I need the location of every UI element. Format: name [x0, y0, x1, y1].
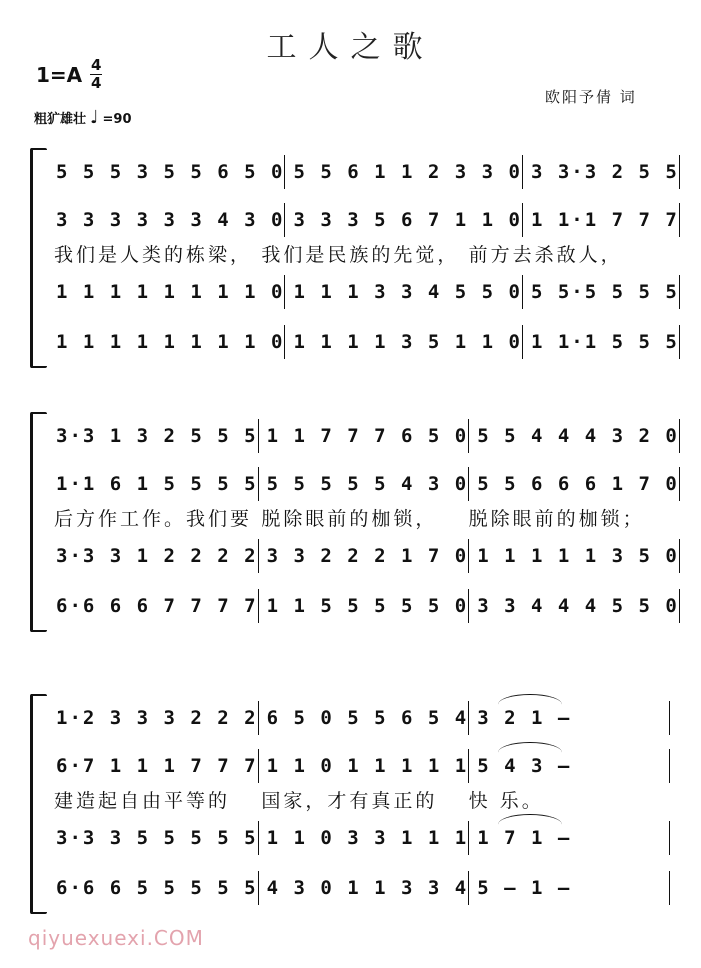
time-bottom: 4	[90, 74, 102, 92]
measure: 1 1 1 3 3 4 5 5 0	[284, 275, 521, 309]
lyric-segment: 后方作工作。我们要	[54, 507, 253, 530]
measure: 5 5 6 6 6 1 7 0	[468, 467, 680, 501]
measure: 5 5·5 5 5 5	[522, 275, 680, 309]
lyric-segment: 快 乐。	[468, 789, 544, 812]
tempo-value: =90	[102, 112, 132, 127]
lyric-line	[48, 240, 670, 266]
system-brace	[30, 694, 47, 914]
measure: 1 1 1 1 3 5 1 1 0	[284, 325, 521, 359]
part-row	[48, 542, 679, 570]
measure: 3 2 1 —	[468, 701, 670, 735]
lyric-line	[48, 786, 670, 812]
measure: 1·1 6 1 5 5 5 5	[56, 473, 258, 495]
measure: 1 7 1 —	[468, 821, 670, 855]
part-row	[48, 328, 679, 356]
key-prefix: 1=A	[36, 62, 83, 87]
measure: 1 1 1 1 1 3 5 0	[468, 539, 680, 573]
lyric-segment: 脱除眼前的枷锁，	[261, 507, 438, 530]
measure: 5 — 1 —	[468, 871, 670, 905]
measure: 1 1 0 1 1 1 1 1	[258, 749, 469, 783]
time-top: 4	[90, 56, 102, 74]
measure: 1 1 1 1 1 1 1 1 0	[56, 331, 285, 353]
measure: 5 5 6 1 1 2 3 3 0	[284, 155, 521, 189]
measure: 3 3 2 2 2 1 7 0	[258, 539, 469, 573]
tempo-marking	[34, 107, 132, 128]
measure: 3 3 3 3 3 3 4 3 0	[56, 209, 285, 231]
lyric-segment: 前方去杀敌人，	[468, 243, 623, 266]
part-row	[48, 874, 670, 902]
lyric-segment: 我们是民族的先觉，	[261, 243, 460, 266]
measure: 1 1 7 7 7 6 5 0	[258, 419, 469, 453]
time-signature	[90, 58, 102, 91]
measure: 1 1 5 5 5 5 5 0	[258, 589, 469, 623]
measure: 3·3 3 5 5 5 5 5	[56, 827, 258, 849]
part-row	[48, 470, 679, 498]
part-row	[48, 752, 670, 780]
song-title: 工人之歌	[266, 30, 435, 65]
score-system-3	[30, 694, 670, 914]
measure: 6·6 6 6 7 7 7 7	[56, 595, 258, 617]
measure: 4 3 0 1 1 3 3 4	[258, 871, 469, 905]
lyric-segment: 脱除眼前的枷锁；	[468, 507, 645, 530]
lyric-segment: 国家，才有真正的	[261, 789, 438, 812]
lyricist-credit: 欧阳予倩 词	[545, 88, 637, 106]
quarter-note-icon: ♩	[90, 107, 99, 128]
part-row	[48, 422, 679, 450]
part-row	[48, 158, 679, 186]
part-row	[48, 704, 670, 732]
measure: 3 3 3 5 6 7 1 1 0	[284, 203, 521, 237]
measure: 3·3 3 1 2 2 2 2	[56, 545, 258, 567]
part-row	[48, 278, 679, 306]
measure: 3·3 1 3 2 5 5 5	[56, 425, 258, 447]
measure: 1 1 0 3 3 1 1 1	[258, 821, 469, 855]
part-row	[48, 206, 679, 234]
score-system-1	[30, 148, 679, 368]
measure: 1 1·1 7 7 7	[522, 203, 680, 237]
tempo-text: 粗犷雄壮	[34, 112, 87, 127]
measure: 5 5 5 3 5 5 6 5 0	[56, 161, 285, 183]
measure: 1·2 3 3 3 2 2 2	[56, 707, 258, 729]
measure: 5 5 4 4 4 3 2 0	[468, 419, 680, 453]
part-row	[48, 824, 670, 852]
measure: 6·6 6 5 5 5 5 5	[56, 877, 258, 899]
part-row	[48, 592, 679, 620]
system-brace	[30, 412, 47, 632]
measure: 3 3·3 2 5 5	[522, 155, 680, 189]
measure: 1 1·1 5 5 5	[522, 325, 680, 359]
key-signature	[36, 58, 102, 91]
lyric-segment: 建造起自由平等的	[54, 789, 231, 812]
system-brace	[30, 148, 47, 368]
watermark: qiyuexuexi.COM	[28, 926, 204, 950]
measure: 5 4 3 —	[468, 749, 670, 783]
lyric-line	[48, 504, 670, 530]
score-system-2	[30, 412, 679, 632]
measure: 1 1 1 1 1 1 1 1 0	[56, 281, 285, 303]
measure: 6·7 1 1 1 7 7 7	[56, 755, 258, 777]
lyric-segment: 我们是人类的栋梁，	[54, 243, 253, 266]
measure: 3 3 4 4 4 5 5 0	[468, 589, 680, 623]
measure: 6 5 0 5 5 6 5 4	[258, 701, 469, 735]
measure: 5 5 5 5 5 4 3 0	[258, 467, 469, 501]
